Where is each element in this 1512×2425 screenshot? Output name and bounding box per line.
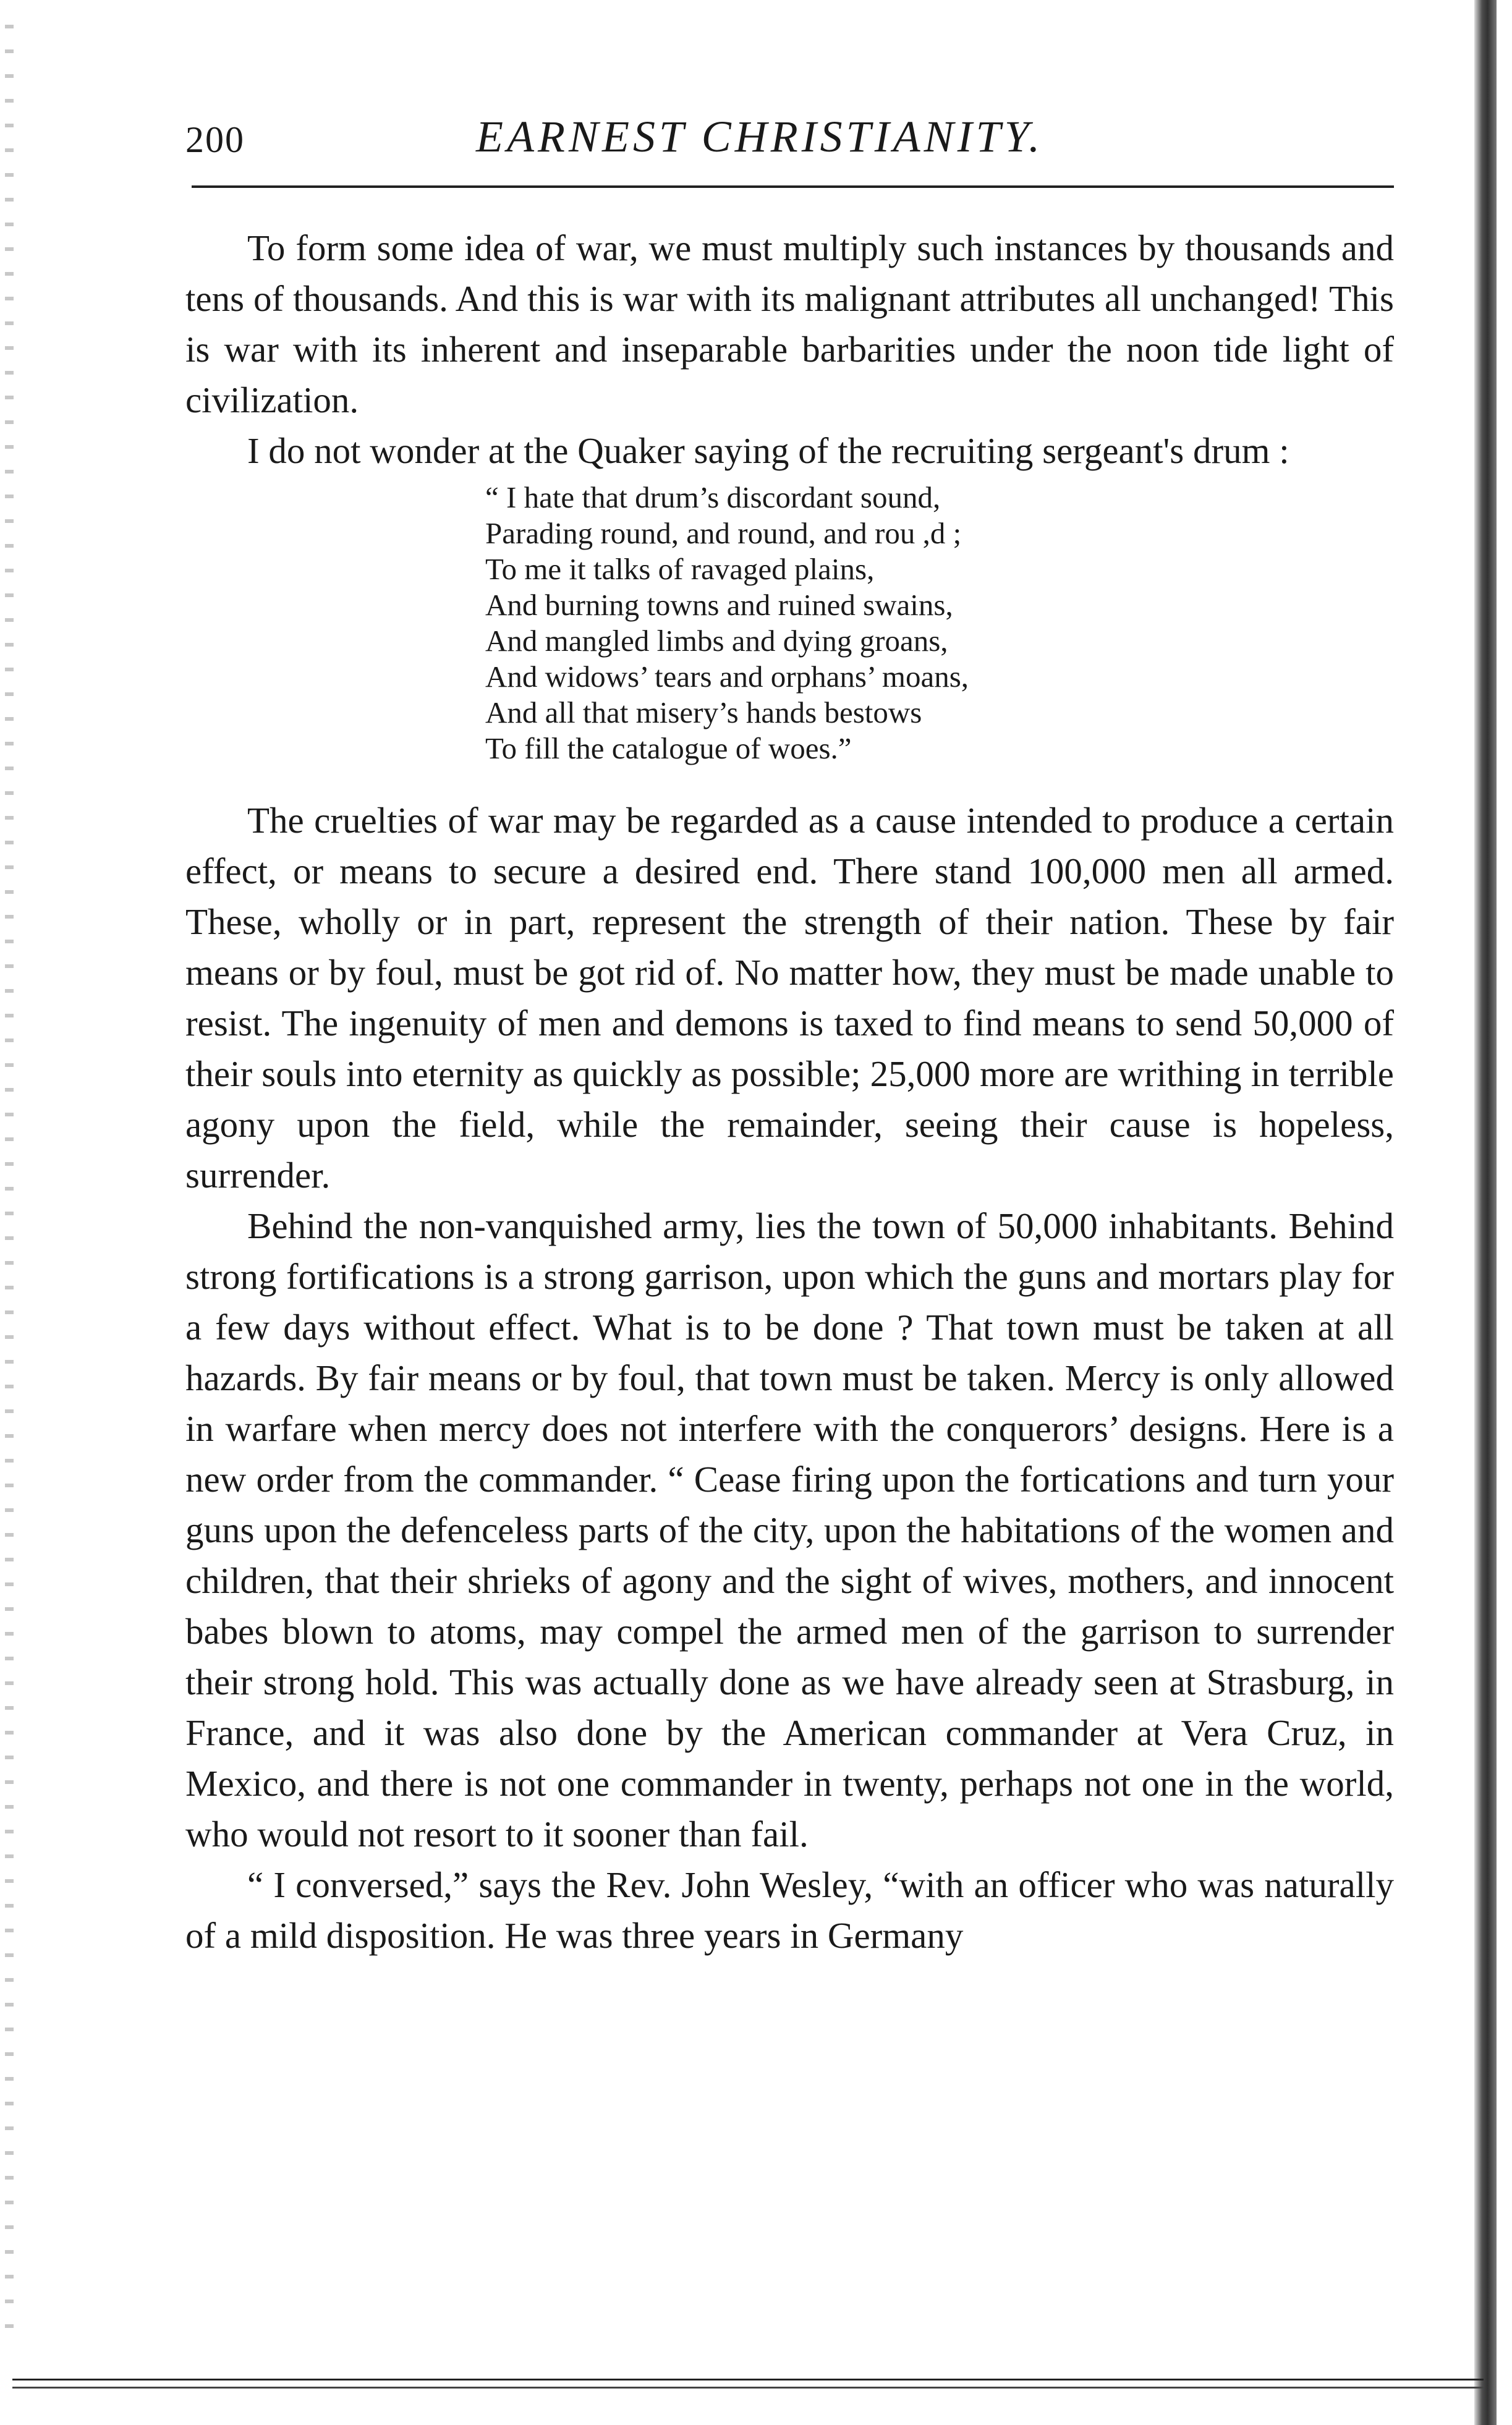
page-header [185,93,1394,179]
verse-quote [485,480,1394,767]
book-page [185,93,1394,1956]
verse-line: And mangled limbs and dying groans, [485,624,948,658]
page-body [185,223,1394,1961]
paragraph: “ I conversed,” says the Rev. John Wesley, “with an officer who was naturally of a mild disposition. He was three years in Germany [185,1864,1394,1956]
scan-edge-left [5,25,14,2343]
verse-line: And widows’ tears and orphans’ moans, [485,660,969,694]
verse-line: To me it talks of ravaged plains, [485,552,875,586]
paragraph: Behind the non-vanquished army, lies the town of 50,000 inhabitants. Behind strong fortifications is a strong garrison, upon which the guns and mortars play for a few days without effect. What is to be done ? That town must be taken at all hazards. By fair means or by foul, that town must be taken. Mercy is only allowed in warfare when mercy does not interfere with the conquerors’ designs. Here is a new order from the commander. “ Cease firing upon the fortications and turn your guns upon the defenceless parts of the city, upon the habitations of the women and children, that their shrieks of agony and the sight of wives, mothers, and innocent babes blown to atoms, may compel the armed men of the garrison to surrender their strong hold. This was actually done as we have already seen at Strasburg, in France, and it was also done by the American commander at Vera Cruz, in Mexico, and there is not one commander in twenty, perhaps not one in the world, who would not resort to it sooner than fail. [185,1205,1394,1854]
scan-edge-right [1474,0,1497,2425]
verse-line: Parading round, and round, and rou ,d ; [485,516,962,550]
paragraph: The cruelties of war may be regarded as a cause intended to produce a certain effect, or means to secure a desired end. There stand 100,000 men all armed. These, wholly or in part, represent the strength of their nation. These by fair means or by foul, must be got rid of. No matter how, they must be made unable to resist. The ingenuity of men and demons is taxed to find means to send 50,000 of their souls into eternity as quickly as possible; 25,000 more are writhing in terrible agony upon the field, while the remainder, seeing their cause is hopeless, surrender. [185,800,1394,1196]
verse-line: And all that misery’s hands bestows [485,695,922,729]
paragraph: To form some idea of war, we must multiply such instances by thousands and tens of thousands. And this is war with its malignant attributes all unchanged! This is war with its inherent and inseparable barbarities under the noon tide light of civilization. [185,227,1394,420]
page-number: 200 [185,119,245,160]
running-title: EARNEST CHRISTIANITY. [476,112,1044,161]
verse-line: And burning towns and ruined swains, [485,588,953,622]
verse-line: “ I hate that drum’s discordant sound, [485,480,941,514]
verse-line: To fill the catalogue of woes.” [485,731,852,765]
header-rule [192,185,1394,188]
paragraph: I do not wonder at the Quaker saying of the recruiting sergeant's drum : [247,430,1289,471]
scan-edge-bottom [12,2379,1484,2389]
